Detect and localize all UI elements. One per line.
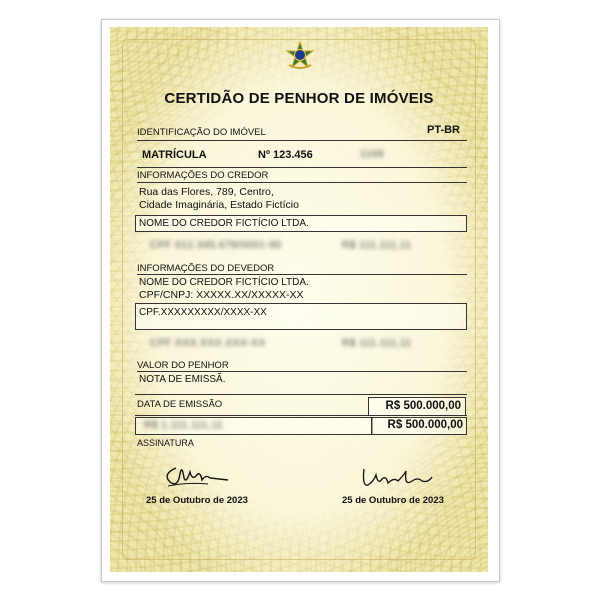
section-credor-label: INFORMAÇÕES DO CREDOR — [137, 170, 269, 181]
credor-redacted-2: R$ 111.111,11 — [342, 240, 412, 251]
divider — [135, 394, 467, 395]
valor-box-1 — [368, 397, 466, 416]
divider — [137, 274, 467, 275]
certificate — [110, 27, 488, 572]
signature-left — [158, 460, 238, 490]
devedor-cpf-box-text: CPF.XXXXXXXXX/XXXX-XX — [139, 307, 267, 318]
signature-right — [358, 463, 438, 493]
data-emissao-label: DATA DE EMISSÃO — [137, 399, 223, 410]
assinatura-label: ASSINATURA — [137, 438, 194, 448]
date-left: 25 de Outubro de 2023 — [146, 495, 248, 506]
date-right: 25 de Outubro de 2023 — [342, 495, 444, 506]
credor-address-line-2: Cidade Imaginária, Estado Fictício — [139, 199, 299, 211]
matricula-redacted: 1169 — [360, 149, 384, 160]
section-imovel-label: IDENTIFICAÇÃO DO IMÓVEL — [137, 127, 266, 138]
divider — [137, 182, 467, 183]
devedor-cpf-box — [135, 303, 467, 330]
valor-1: R$ 500.000,00 — [385, 400, 461, 412]
devedor-redacted-2: R$ 111.111,11 — [342, 338, 412, 349]
credor-address-line-1: Rua das Flores, 789, Centro, — [139, 186, 274, 198]
valor-box-2 — [371, 417, 467, 435]
credor-redacted-1: CPF 012.345.678/0001-90 — [150, 240, 282, 251]
valor-penhor-label: VALOR DO PENHOR — [137, 360, 229, 371]
divider — [137, 140, 467, 141]
page-title: CERTIDÃO DE PENHOR DE IMÓVEIS — [164, 90, 434, 107]
divider — [135, 415, 467, 416]
credor-name-box — [135, 215, 467, 232]
nota-emissao-label: NOTA DE EMISSÃ. — [139, 374, 226, 385]
valor-redacted-box — [135, 417, 373, 435]
matricula-number: Nº 123.456 — [258, 149, 313, 161]
valor-redacted: R$ 1.111.111,11 — [144, 420, 224, 431]
divider — [137, 167, 467, 168]
brasao-icon — [285, 41, 315, 71]
lang-code: PT-BR — [427, 124, 460, 136]
credor-name: NOME DO CREDOR FICTÍCIO LTDA. — [139, 218, 309, 229]
valor-2: R$ 500.000,00 — [387, 419, 463, 431]
devedor-name: NOME DO CREDOR FICTÍCIO LTDA. — [139, 277, 309, 288]
devedor-cpf: CPF/CNPJ: XXXXX.XX/XXXXX-XX — [139, 289, 304, 301]
divider — [137, 371, 467, 372]
devedor-redacted-1: CPF XXX.XXX.XXX-XX — [150, 338, 266, 349]
section-devedor-label: INFORMAÇÕES DO DEVEDOR — [137, 263, 275, 274]
matricula-label: MATRÍCULA — [142, 149, 207, 161]
